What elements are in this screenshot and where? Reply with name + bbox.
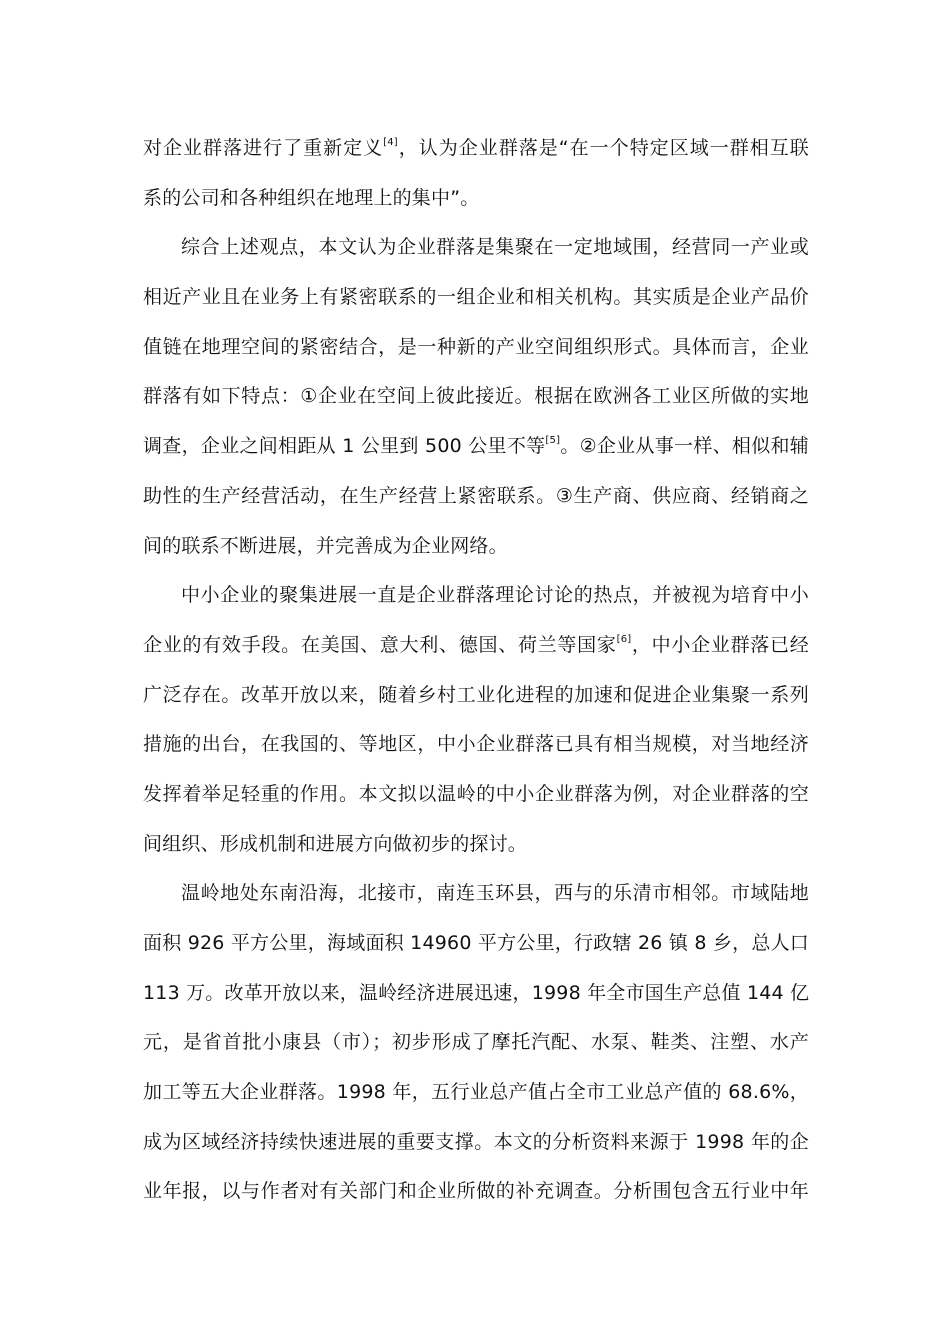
citation-ref: [4] (383, 137, 398, 148)
citation-ref: [6] (616, 633, 632, 645)
text-line: 助性的生产经营活动，在生产经营上紧密联系。③生产商、供应商、经销商之 (143, 484, 809, 507)
text-line: 广泛存在。改革开放以来，随着乡村工业化进程的加速和促进企业集聚一系列 (143, 683, 809, 706)
document-page (143, 124, 809, 1217)
text-line: 温岭地处东南沿海，北接市，南连玉环县，西与的乐清市相邻。市域陆地 (181, 882, 809, 905)
paragraph-4 (143, 869, 809, 1217)
paragraph-2 (143, 223, 809, 571)
text-line: 加工等五大企业群落。1998 年，五行业总产值占全市工业总产值的 68.6%， (143, 1081, 809, 1104)
text-line: 群落有如下特点：①企业在空间上彼此接近。根据在欧洲各工业区所做的实地 (143, 385, 809, 408)
text-line: 间的联系不断进展，并完善成为企业网络。 (143, 534, 508, 557)
text-line: 发挥着举足轻重的作用。本文拟以温岭的中小企业群落为例，对企业群落的空 (143, 782, 809, 805)
text-line: 成为区域经济持续快速进展的重要支撑。本文的分析资料来源于 1998 年的企 (143, 1130, 809, 1153)
text-line: 对企业群落进行了重新定义[4]，认为企业群落是“在一个特定区域一群相互联 (143, 137, 809, 159)
text-line: 调查，企业之间相距从 1 公里到 500 公里不等[5]。②企业从事一样、相似和辅 (143, 435, 809, 458)
text-line: 元，是省首批小康县（市）；初步形成了摩托汽配、水泵、鞋类、注塑、水产 (143, 1031, 809, 1054)
citation-ref: [5] (545, 435, 561, 447)
text-line: 综合上述观点，本文认为企业群落是集聚在一定地域围，经营同一产业或 (181, 236, 809, 259)
text-line: 业年报，以与作者对有关部门和企业所做的补充调查。分析围包含五行业中年 (143, 1180, 809, 1203)
text-line: 系的公司和各种组织在地理上的集中”。 (143, 186, 480, 209)
text-line: 中小企业的聚集进展一直是企业群落理论讨论的热点，并被视为培育中小 (181, 584, 809, 607)
text-line: 值链在地理空间的紧密结合，是一种新的产业空间组织形式。具体而言，企业 (143, 335, 809, 358)
text-line: 113 万。改革开放以来，温岭经济进展迅速，1998 年全市国生产总值 144 亿 (143, 981, 810, 1004)
paragraph-3 (143, 571, 809, 869)
text-line: 相近产业且在业务上有紧密联系的一组企业和相关机构。其实质是企业产品价 (143, 286, 809, 309)
paragraph-1 (143, 124, 809, 223)
text-line: 面积 926 平方公里，海域面积 14960 平方公里，行政辖 26 镇 8 乡，总人口 (143, 932, 809, 954)
text-line: 企业的有效手段。在美国、意大利、德国、荷兰等国家[6]，中小企业群落已经 (143, 633, 809, 656)
text-line: 间组织、形成机制和进展方向做初步的探讨。 (143, 832, 528, 855)
text-line: 措施的出台，在我国的、等地区，中小企业群落已具有相当规模，对当地经济 (143, 733, 809, 756)
